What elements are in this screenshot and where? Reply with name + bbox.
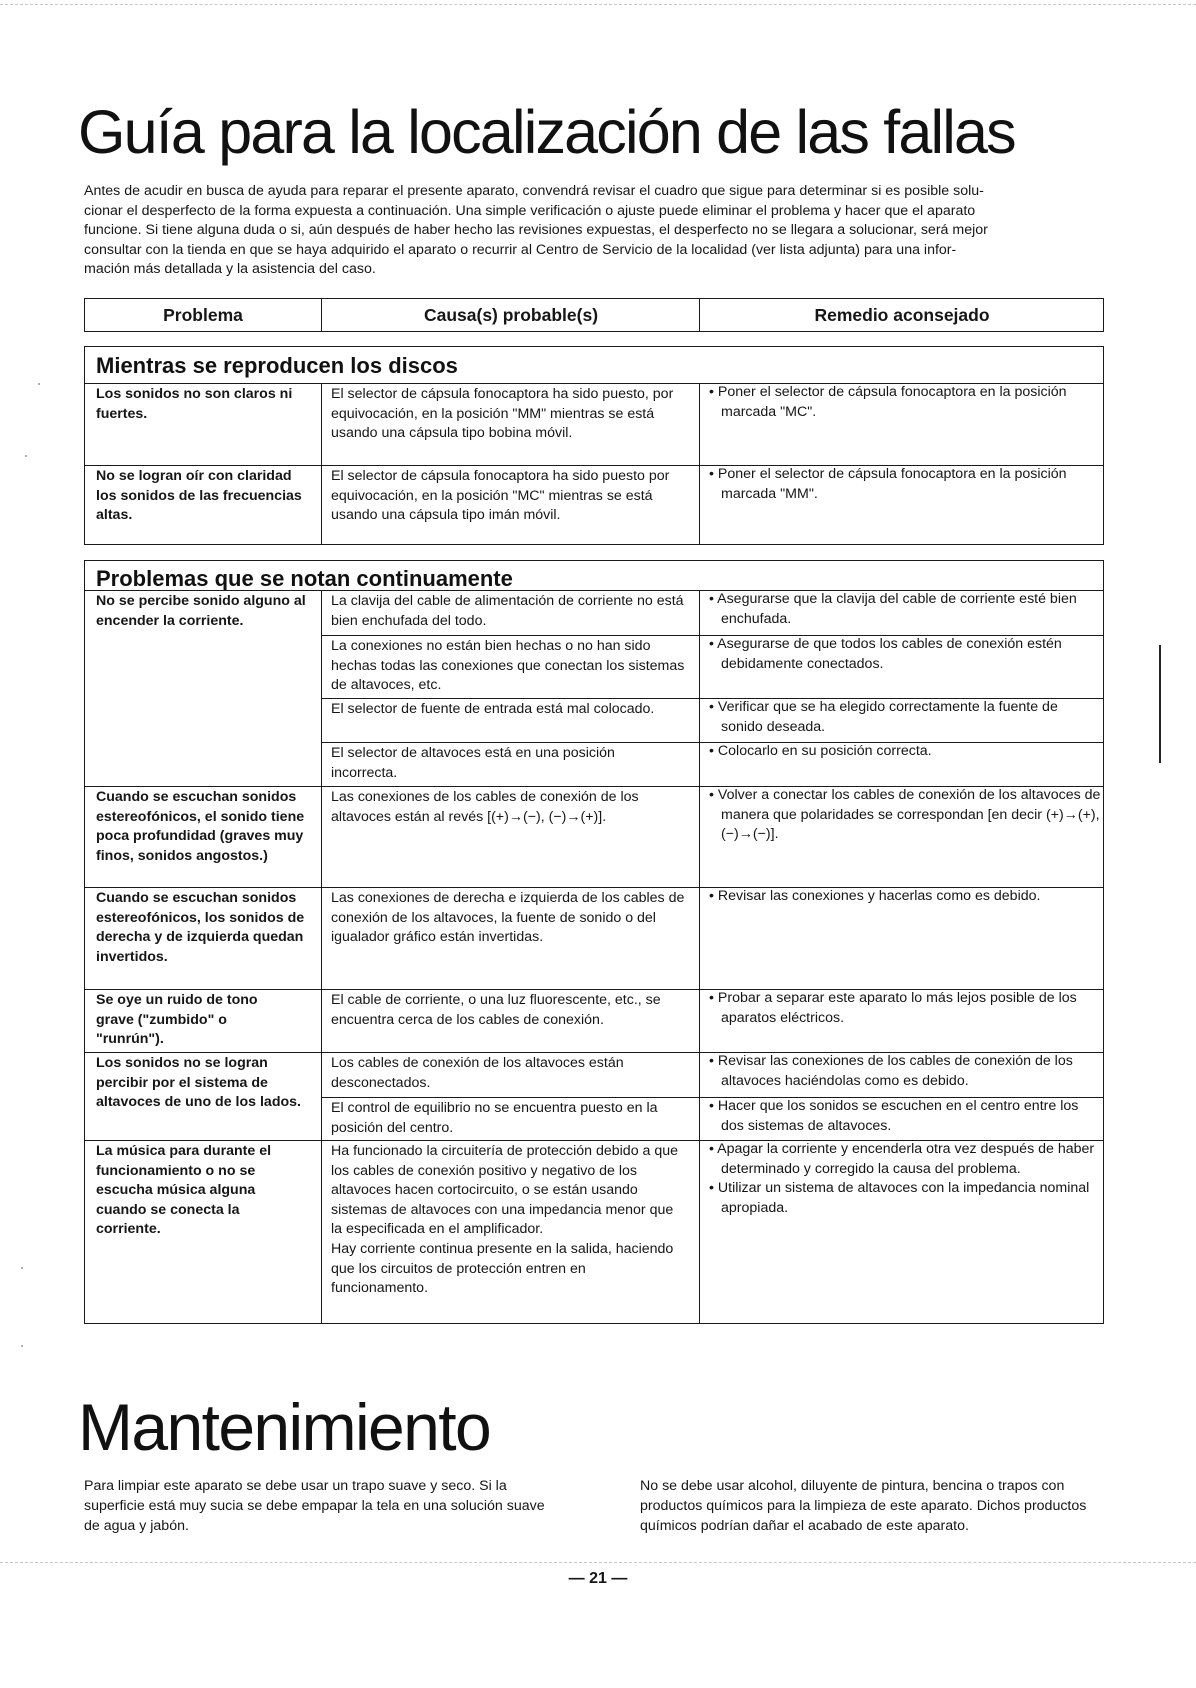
scan-speck [38,383,40,385]
section-discs [84,346,1104,545]
remedy-bullet: • Apagar la corriente y encenderla otra vez después de haber determinado y corregido la causa del problema. [709,1141,1095,1177]
cause-text: Los cables de conexión de los altavoces están desconectados. [331,1055,624,1091]
scan-speck [21,1267,23,1269]
margin-mark [1159,645,1161,763]
problem-text: Cuando se escuchan sonidos estereofónicos, el sonido tiene poca profundidad (graves muy finos, sonidos angostos.) [96,789,305,864]
page-number: — 21 — [568,1570,628,1587]
problem-text: No se logran oír con claridad los sonidos de las frecuencias altas. [96,468,302,524]
cause-text-part: Ha funcionado la circuitería de protección debido a que los cables de conexión positivo y negativo de los altavoces hacen cortocircuito, o se están usando sistemas de altavoces con una impedancia menor que la especificada en el amplificador. [331,1143,679,1238]
scan-speck [21,1345,23,1347]
cause-text: El selector de cápsula fonocaptora ha sido puesto, por equivocación, en la posición "MM" mientras se está usando una cápsula tipo bobina móvil. [331,386,674,442]
intro-line: mación más detallada y la asistencia del caso. [84,261,376,278]
scan-edge-bottom [0,1562,1196,1563]
cause-text: Las conexiones de los cables de conexión de los altavoces están al revés [(+)→(−), (−)→(+)]. [331,789,639,825]
column-divider [321,383,322,544]
problem-text: Los sonidos no se logran percibir por el sistema de altavoces de uno de los lados. [96,1055,301,1111]
remedy-text: • Verificar que se ha elegido correctamente la fuente de sonido deseada. [709,699,1058,735]
remedy-text: • Colocarlo en su posición correcta. [709,743,932,759]
section-title: Problemas que se notan continuamente [96,566,513,591]
problem-text: No se percibe sonido alguno al encender la corriente. [96,593,306,629]
intro-line: funcione. Si tiene alguna duda o si, aún después de haber hecho las revisiones expuestas, el desperfecto no se llegara a solucionar, será mejor [84,222,988,239]
cause-text: Las conexiones de derecha e izquierda de los cables de conexión de los altavoces, la fuente de sonido o del igualador gráfico están invertidas. [331,890,685,946]
section-continuous [84,560,1104,1324]
header-cause: Causa(s) probable(s) [321,299,700,331]
remedy-text: • Asegurarse que la clavija del cable de corriente esté bien enchufada. [709,591,1077,627]
cause-text: El cable de corriente, o una luz fluorescente, etc., se encuentra cerca de los cables de conexión. [331,992,661,1028]
maintenance-title: Mantenimiento [78,1390,491,1464]
remedy-text: • Volver a conectar los cables de conexión de los altavoces de manera que polaridades se correspondan [en decir (+)→(+), (−)→(−)]. [709,787,1101,843]
problem-text: Los sonidos no son claros ni fuertes. [96,386,293,422]
maintenance-left-text: Para limpiar este aparato se debe usar un trapo suave y seco. Si la superficie está muy sucia se debe empapar la tela en una solución suave de agua y jabón. [84,1478,545,1534]
remedy-text: • Asegurarse de que todos los cables de conexión estén debidamente conectados. [709,636,1062,672]
remedy-text: • Poner el selector de cápsula fonocaptora en la posición marcada "MM". [709,466,1067,502]
remedy-text: • Poner el selector de cápsula fonocaptora en la posición marcada "MC". [709,384,1067,420]
cause-text [331,1142,685,1299]
cause-text: El selector de altavoces está en una posición incorrecta. [331,745,615,781]
header-problem: Problema [163,304,243,325]
column-divider [699,590,700,1323]
scan-speck [25,455,27,457]
intro-line: consultar con la tienda en que se haya adquirido el aparato o recurrir al Centro de Servicio de la localidad (ver lista adjunta) para una infor- [84,241,957,258]
cause-text-part: Hay corriente continua presente en la salida, haciendo que los circuitos de protección entren en funcionamento. [331,1240,674,1297]
remedy-text: • Revisar las conexiones de los cables de conexión de los altavoces haciéndolas como es debido. [709,1053,1073,1089]
problem-text: Se oye un ruido de tono grave ("zumbido" o "runrún"). [96,992,258,1048]
intro-paragraph [84,182,1100,280]
intro-line: cionar el desperfecto de la forma expuesta a continuación. Una simple verificación o ajuste puede eliminar el problema y hacer que el aparato [84,202,976,219]
cause-text: La conexiones no están bien hechas o no han sido hechas todas las conexiones que conectan los sistemas de altavoces, etc. [331,638,685,694]
scan-edge-top [0,4,1196,5]
cause-text: La clavija del cable de alimentación de corriente no está bien enchufada del todo. [331,593,684,629]
cause-text: El selector de fuente de entrada está mal colocado. [331,701,655,717]
problem-text: Cuando se escuchan sonidos estereofónicos, los sonidos de derecha y de izquierda quedan invertidos. [96,890,305,965]
intro-line: Antes de acudir en busca de ayuda para reparar el presente aparato, convendrá revisar el cuadro que sigue para determinar si es posible solu- [84,183,984,199]
problem-text: La música para durante el funcionamiento o no se escucha música alguna cuando se conecta la corriente. [96,1143,272,1238]
remedy-text [707,1140,1101,1218]
remedy-text: • Revisar las conexiones y hacerlas como es debido. [709,888,1041,904]
table-header [84,298,1104,332]
remedy-text: • Probar a separar este aparato lo más lejos posible de los aparatos eléctricos. [709,990,1077,1026]
section-title: Mientras se reproducen los discos [96,353,458,378]
page-title: Guía para la localización de las fallas [78,98,1015,166]
remedy-bullet: • Utilizar un sistema de altavoces con la impedancia nominal apropiada. [709,1180,1090,1216]
column-divider [699,383,700,544]
header-remedy: Remedio aconsejado [699,299,1104,331]
column-divider [321,590,322,1323]
remedy-text: • Hacer que los sonidos se escuchen en el centro entre los dos sistemas de altavoces. [709,1098,1079,1134]
cause-text: El selector de cápsula fonocaptora ha sido puesto por equivocación, en la posición "MC" mientras se está usando una cápsula tipo imán móvil. [331,468,670,524]
maintenance-right-text: No se debe usar alcohol, diluyente de pintura, bencina o trapos con productos químicos para la limpieza de este aparato. Dichos productos químicos podrían dañar el acabado de este aparato. [640,1478,1087,1534]
cause-text: El control de equilibrio no se encuentra puesto en la posición del centro. [331,1100,658,1136]
